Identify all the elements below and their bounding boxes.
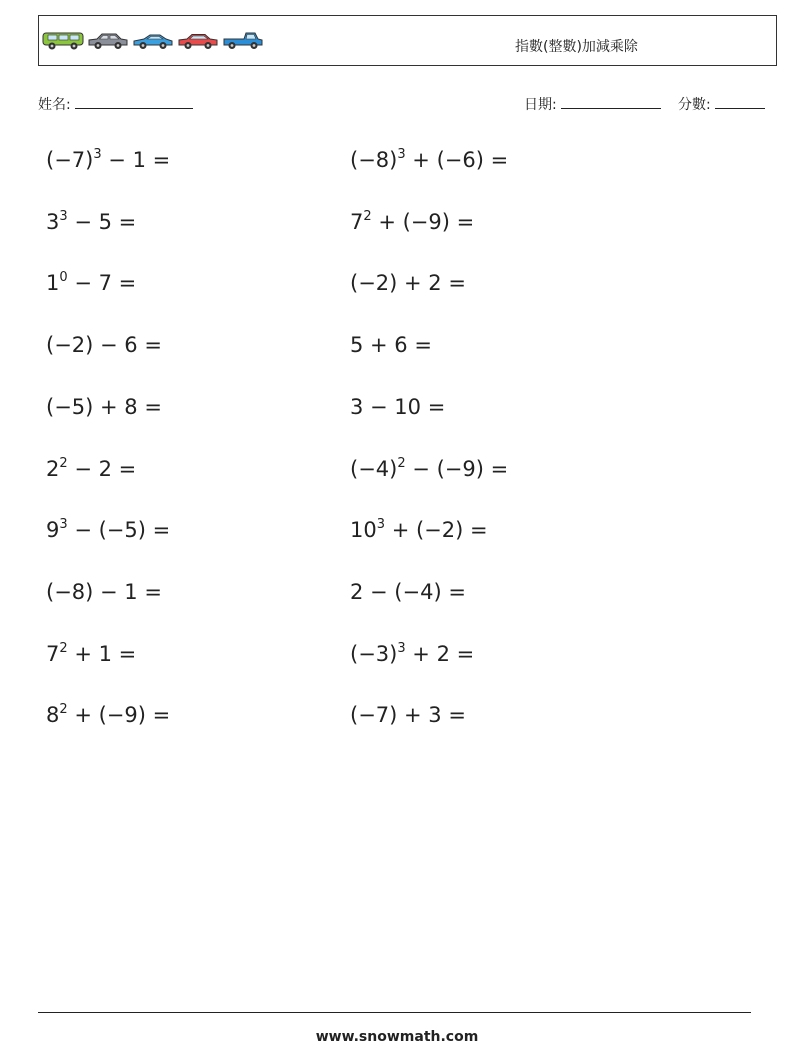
problem-base: (−8) − 1 =	[46, 579, 162, 604]
problem-left-1	[46, 148, 170, 172]
problem-rest: − 1 =	[101, 148, 171, 172]
problem-exponent: 2	[397, 455, 406, 471]
problem-exponent: 3	[376, 517, 386, 533]
problem-exponent: 2	[59, 640, 68, 656]
problem-rest: − 2 =	[67, 456, 137, 481]
problem-base: 7	[46, 641, 60, 666]
date-label: 日期:	[524, 97, 557, 113]
problem-base: 5 + 6 =	[350, 333, 432, 358]
footer-website: www.snowmath.com	[315, 1029, 479, 1045]
problem-base: (−4)	[350, 456, 398, 481]
problem-exponent: 3	[59, 208, 68, 224]
problem-rest: − 5 =	[67, 209, 137, 234]
problem-base: 9	[46, 518, 60, 543]
header-box	[38, 15, 777, 66]
coupe-car-icon	[177, 29, 219, 51]
problem-left-6	[46, 457, 136, 481]
problem-left-7	[46, 518, 170, 542]
car-icons	[42, 29, 264, 51]
pickup-car-icon	[222, 29, 264, 51]
problem-rest: − (−9) =	[405, 456, 509, 481]
problem-right-4	[350, 333, 432, 357]
problem-right-3	[350, 271, 466, 295]
problem-exponent: 3	[93, 147, 102, 162]
problem-right-10	[350, 703, 466, 727]
name-field	[38, 94, 193, 114]
problem-left-9	[46, 642, 136, 666]
problem-left-3	[46, 271, 136, 295]
problem-base: 3	[46, 209, 60, 234]
problem-base: (−2) + 2 =	[350, 271, 466, 296]
problem-right-7	[350, 518, 488, 542]
problem-right-9	[350, 642, 474, 666]
problem-rest: + (−9) =	[371, 209, 475, 234]
problem-base: (−2) − 6 =	[46, 333, 162, 358]
problem-rest: − 7 =	[67, 271, 137, 296]
name-label: 姓名:	[38, 97, 71, 113]
problem-exponent: 0	[59, 270, 68, 286]
problem-base: 3 − 10 =	[350, 394, 446, 419]
problem-right-6	[350, 457, 508, 481]
sports-car-icon	[132, 29, 174, 51]
problem-base: 8	[46, 703, 60, 728]
problem-base: 7	[350, 209, 364, 234]
problem-exponent: 2	[363, 208, 372, 224]
problem-rest: + (−2) =	[385, 518, 488, 543]
date-field	[524, 94, 661, 114]
problem-exponent: 2	[59, 455, 68, 471]
problem-right-8	[350, 580, 466, 604]
score-label: 分數:	[678, 97, 711, 113]
footer-divider	[38, 1012, 751, 1013]
problem-rest: + (−9) =	[67, 703, 171, 728]
problem-rest: − (−5) =	[67, 518, 171, 543]
problem-base: 10	[350, 518, 377, 543]
problem-left-5	[46, 395, 162, 419]
problem-base: (−7)	[46, 148, 94, 172]
problem-left-2	[46, 210, 136, 234]
name-blank[interactable]	[75, 94, 193, 109]
problem-right-1	[350, 148, 508, 172]
score-field	[678, 94, 765, 114]
problem-left-8	[46, 580, 162, 604]
van-car-icon	[42, 29, 84, 51]
sedan-car-icon	[87, 29, 129, 51]
worksheet-title: 指數(整數)加減乘除	[515, 39, 638, 55]
problem-base: (−5) + 8 =	[46, 394, 162, 419]
problem-rest: + (−6) =	[405, 148, 509, 172]
problem-rest: + 2 =	[405, 641, 475, 666]
date-blank[interactable]	[561, 94, 661, 109]
problem-right-2	[350, 210, 474, 234]
problem-rest: + 1 =	[67, 641, 137, 666]
problem-exponent: 3	[397, 147, 406, 162]
problem-base: (−7) + 3 =	[350, 703, 466, 728]
problem-left-10	[46, 703, 170, 727]
score-blank[interactable]	[715, 94, 765, 109]
problem-base: (−3)	[350, 641, 398, 666]
problem-base: 2	[46, 456, 60, 481]
problem-base: 2 − (−4) =	[350, 579, 466, 604]
problem-exponent: 3	[59, 517, 68, 533]
problem-left-4	[46, 333, 162, 357]
problem-exponent: 2	[59, 702, 68, 718]
problem-exponent: 3	[397, 640, 406, 656]
problem-base: (−8)	[350, 148, 398, 172]
problem-right-5	[350, 395, 445, 419]
problem-base: 1	[46, 271, 60, 296]
